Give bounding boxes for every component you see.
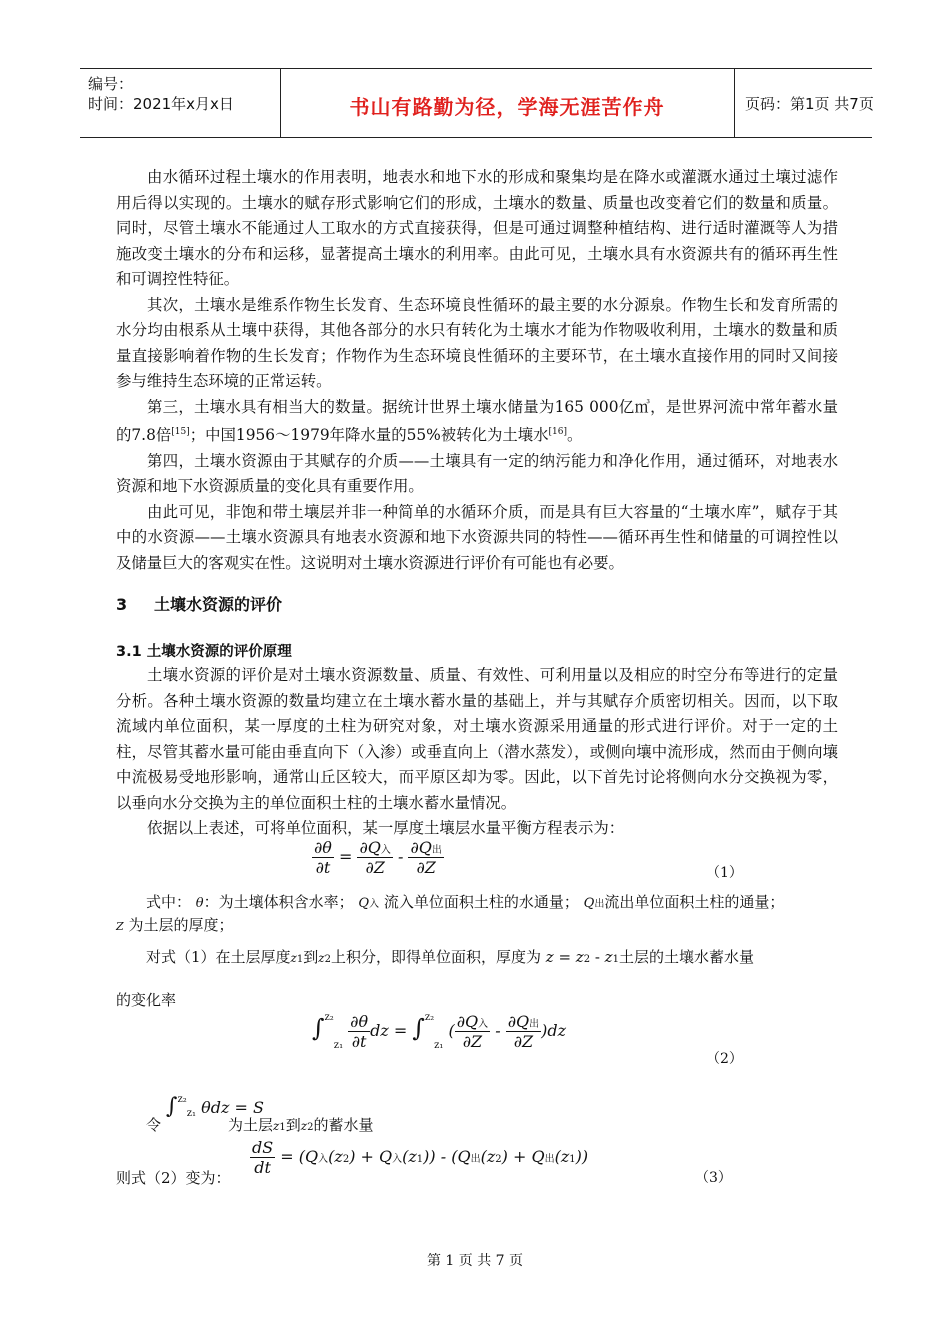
paragraph: 土壤水资源的评价是对土壤水资源数量、质量、有效性、可利用量以及相应的时空分布等进行的定量分析。各种土壤水资源的数量均建立在土壤水蓄水量的基础上，并与其赋存介质密切相关。因而，以下取流域内单位面积，某一厚度的土柱为研究对象，对土壤水资源采用通量的形式进行评价。对于一定的土柱，尽管其蓄水量可能由垂直向下（入渗）或垂直向上（潜水蒸发），或侧向壤中流形成，然而由于侧向壤中流极易受地形影响，通常山丘区较大，而平原区却为零。因此，以下首先讨论将侧向水分交换视为零，以垂向水分交换为主的单位面积土柱的土壤水蓄水量情况。 bbox=[116, 666, 838, 812]
equation-number: （2） bbox=[706, 1051, 743, 1067]
equation-3: $\frac{dS}{dt}$ = (Q入(z2) + Q入(z1)) - (Q出(z2) + Q出(z1)) bbox=[252, 1138, 589, 1177]
body-text bbox=[116, 165, 838, 576]
paragraph: 由水循环过程土壤水的作用表明，地表水和地下水的形成和聚集均是在降水或灌溉水通过土壤过滤作用后得以实现的。土壤水的赋存形式影响它们的形成，土壤水的数量、质量也改变着它们的数量和质量。同时，尽管土壤水不能通过人工取水的方式直接获得，但是可通过调整种植结构、进行适时灌溉等人为措施改变土壤水的分布和运移，显著提高土壤水的利用率。由此可见，土壤水具有水资源共有的循环再生性和可调控性特征。 bbox=[116, 168, 838, 288]
variable-definitions-cont: Z 为土层的厚度； bbox=[116, 916, 234, 934]
citation[interactable]: [16] bbox=[548, 427, 568, 437]
storage-definition-text: 为土层z1到z2的蓄水量 bbox=[228, 1116, 374, 1134]
storage-definition-equation: ∫$^{z_2}$z₁ θdz = S bbox=[166, 1094, 264, 1119]
paragraph: 其次，土壤水是维系作物生长发育、生态环境良性循环的最主要的水分源泉。作物生长和发育所需的水分均由根系从土壤中获得，其他各部分的水只有转化为土壤水才能为作物吸收利用，土壤水的数量和质量直接影响着作物的生长发育；作物作为生态环境良性循环的主要环节，在土壤水直接作用的同时又间接参与维持生态环境的正常运转。 bbox=[116, 295, 838, 390]
section-heading: 3 土壤水资源的评价 bbox=[116, 595, 283, 614]
header-left-cell bbox=[80, 69, 281, 137]
paragraph: 由此可见，非饱和带土壤层并非一种简单的水循环介质，而是具有巨大容量的“土壤水库”，赋存于其中的水资源——土壤水资源具有地表水资源和地下水资源共同的特性——循环再生性和储量的可调控性以及储量巨大的客观实在性。这说明对土壤水资源进行评价有可能也有必要。 bbox=[116, 502, 838, 572]
header-right-cell bbox=[735, 69, 872, 137]
section-body bbox=[116, 663, 838, 842]
let-label: 令 bbox=[146, 1116, 162, 1134]
document-number-label: 编号： bbox=[88, 75, 134, 93]
integration-statement: 对式（1）在土层厚度z1到z2上积分，即得单位面积，厚度为 z = z2 - z1土层的土壤水蓄水量 bbox=[146, 948, 754, 966]
equation-number: （3） bbox=[695, 1170, 732, 1186]
citation[interactable]: [15] bbox=[171, 427, 190, 437]
equation-number: （1） bbox=[706, 865, 743, 881]
then-label: 则式（2）变为： bbox=[116, 1169, 231, 1187]
integration-statement-cont: 的变化率 bbox=[116, 991, 177, 1009]
equation-2: ∫$^{z_2}$z₁ $\frac{\partial\theta}{\partial t}$ dz = ∫$^{z_2}$z₁ ( $\frac{\text{∂Q入}}{\partial Z}$ - $\frac{\text{∂Q出}}{\partial Z}$ )dz bbox=[312, 1012, 567, 1051]
page-number-label: 页码：第1页 共7页 bbox=[745, 95, 874, 113]
variable-definitions: 式中： θ：为土壤体积含水率； Q入 流入单位面积土柱的水通量； Q出流出单位面积土柱的通量； bbox=[146, 893, 785, 911]
page-footer: 第 1 页 共 7 页 bbox=[426, 1253, 524, 1269]
paragraph: 第三，土壤水具有相当大的数量。据统计世界土壤水储量为165 000亿㎥，是世界河流中常年蓄水量的7.8倍[15]；中国1956～1979年降水量的55%被转化为土壤水[16]。 bbox=[116, 397, 838, 445]
header-center-cell bbox=[280, 69, 735, 137]
paragraph: 第四，土壤水资源由于其赋存的介质——土壤具有一定的纳污能力和净化作用，通过循环，对地表水资源和地下水资源质量的变化具有重要作用。 bbox=[116, 451, 838, 496]
subsection-heading: 3.1 土壤水资源的评价原理 bbox=[116, 644, 292, 660]
header-motto: 书山有路勤为径，学海无涯苦作舟 bbox=[349, 95, 665, 119]
paragraph: 依据以上表述，可将单位面积，某一厚度土壤层水量平衡方程表示为： bbox=[147, 819, 625, 837]
equation-1: $\frac{\partial\theta}{\partial t}$ = $\frac{\text{∂Q入}}{\partial Z}$ - $\frac{\text{∂Q出}}{\partial Z}$ bbox=[314, 838, 442, 877]
page-header bbox=[80, 68, 872, 138]
document-time-label: 时间：2021年x月x日 bbox=[88, 95, 234, 113]
